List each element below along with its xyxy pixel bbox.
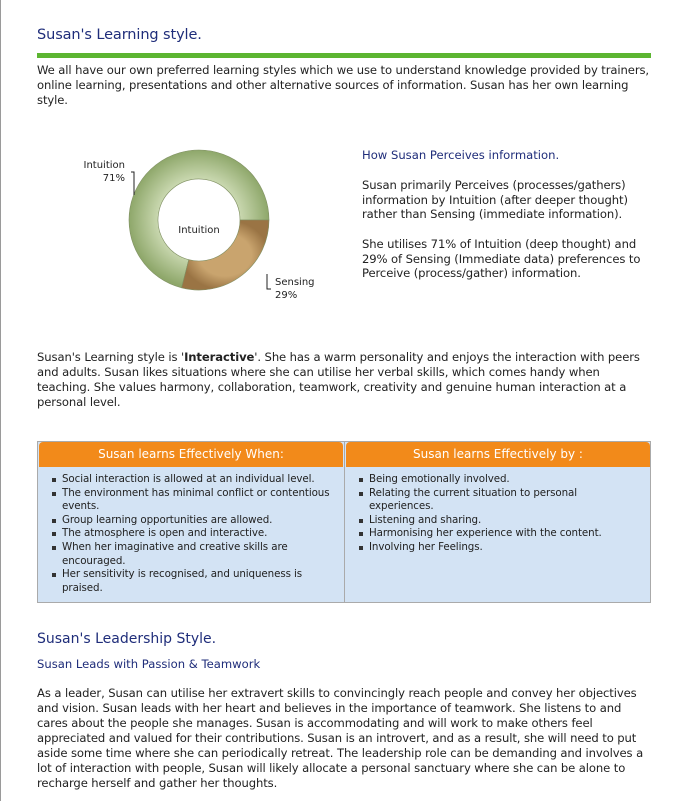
- bullet-item: Being emotionally involved.: [359, 473, 643, 487]
- bullet-item: The atmosphere is open and interactive.: [52, 527, 336, 541]
- intuition-slice-value: 71%: [102, 173, 125, 184]
- learning-style-title: Susan's Learning style.: [37, 27, 202, 43]
- learns-when-column: [38, 442, 345, 602]
- style-text-before: Susan's Learning style is ': [37, 350, 185, 364]
- perceives-heading: How Susan Perceives information.: [362, 148, 560, 162]
- leadership-description: As a leader, Susan can utilise her extravert skills to convincingly reach people and convey her objectives and vision. Susan leads with her heart and believes in the importance of teamwork. She listens to and cares about the people she manages. Susan is accommodating and will work to make others feel appreciated and valued for their contributions. Susan is an introvert, and as a result, she will need to put aside some time where she can periodically retreat. The leadership role can be demanding and involves a lot of interaction with people, Susan will likely allocate a personal sanctuary where she can be alone to recharge herself and gather her thoughts.: [37, 686, 644, 790]
- style-text-after: '. She has a warm personality and enjoys the interaction with peers and adults. Susan likes situations where she can utilise her verbal skills, which comes handy when teaching. She values harmony, collaboration, teamwork, creativity and genuine human interaction at a personal level.: [37, 350, 640, 409]
- learns-by-column: [345, 442, 651, 602]
- learning-style-description: [37, 350, 649, 410]
- bullet-item: Social interaction is allowed at an individual level.: [52, 473, 336, 487]
- bullet-item: When her imaginative and creative skills are encouraged.: [52, 541, 336, 568]
- learns-when-header: Susan learns Effectively When:: [39, 442, 343, 467]
- donut-center-label: Intuition: [178, 225, 220, 236]
- perceives-text-1: Susan primarily Perceives (processes/gathers) information by Intuition (after deeper thought) rather than Sensing (immediate information).: [362, 178, 628, 222]
- learning-intro-text: We all have our own preferred learning styles which we use to understand knowledge provided by trainers, online learning, presentations and other alternative sources of information. Susan has her own learning style.: [37, 63, 650, 107]
- sensing-slice-label: Sensing: [275, 277, 315, 288]
- learns-by-list: [345, 467, 651, 555]
- leadership-subtitle: Susan Leads with Passion & Teamwork: [37, 657, 261, 671]
- bullet-item: Her sensitivity is recognised, and uniqueness is praised.: [52, 568, 336, 595]
- intuition-slice-label: Intuition: [83, 160, 125, 171]
- bullet-item: Involving her Feelings.: [359, 541, 643, 555]
- section-divider: [37, 53, 651, 58]
- learns-when-list: [38, 467, 344, 595]
- bullet-item: Listening and sharing.: [359, 514, 643, 528]
- intuition-leader-line: [131, 172, 134, 195]
- bullet-item: The environment has minimal conflict or contentious events.: [52, 487, 336, 514]
- learns-by-header: Susan learns Effectively by :: [346, 442, 650, 467]
- perception-donut-chart: [71, 135, 341, 320]
- leadership-style-title: Susan's Leadership Style.: [37, 631, 217, 647]
- learning-style-name: Interactive: [184, 350, 255, 364]
- bullet-item: Group learning opportunities are allowed.: [52, 514, 336, 528]
- perceives-text-2: She utilises 71% of Intuition (deep thought) and 29% of Sensing (Immediate data) preferences to Perceive (process/gather) information.: [362, 237, 641, 281]
- sensing-slice-value: 29%: [275, 290, 298, 301]
- bullet-item: Relating the current situation to personal experiences.: [359, 487, 643, 514]
- bullet-item: Harmonising her experience with the content.: [359, 527, 643, 541]
- learns-effectively-table: [37, 441, 651, 603]
- sensing-leader-line: [267, 274, 271, 289]
